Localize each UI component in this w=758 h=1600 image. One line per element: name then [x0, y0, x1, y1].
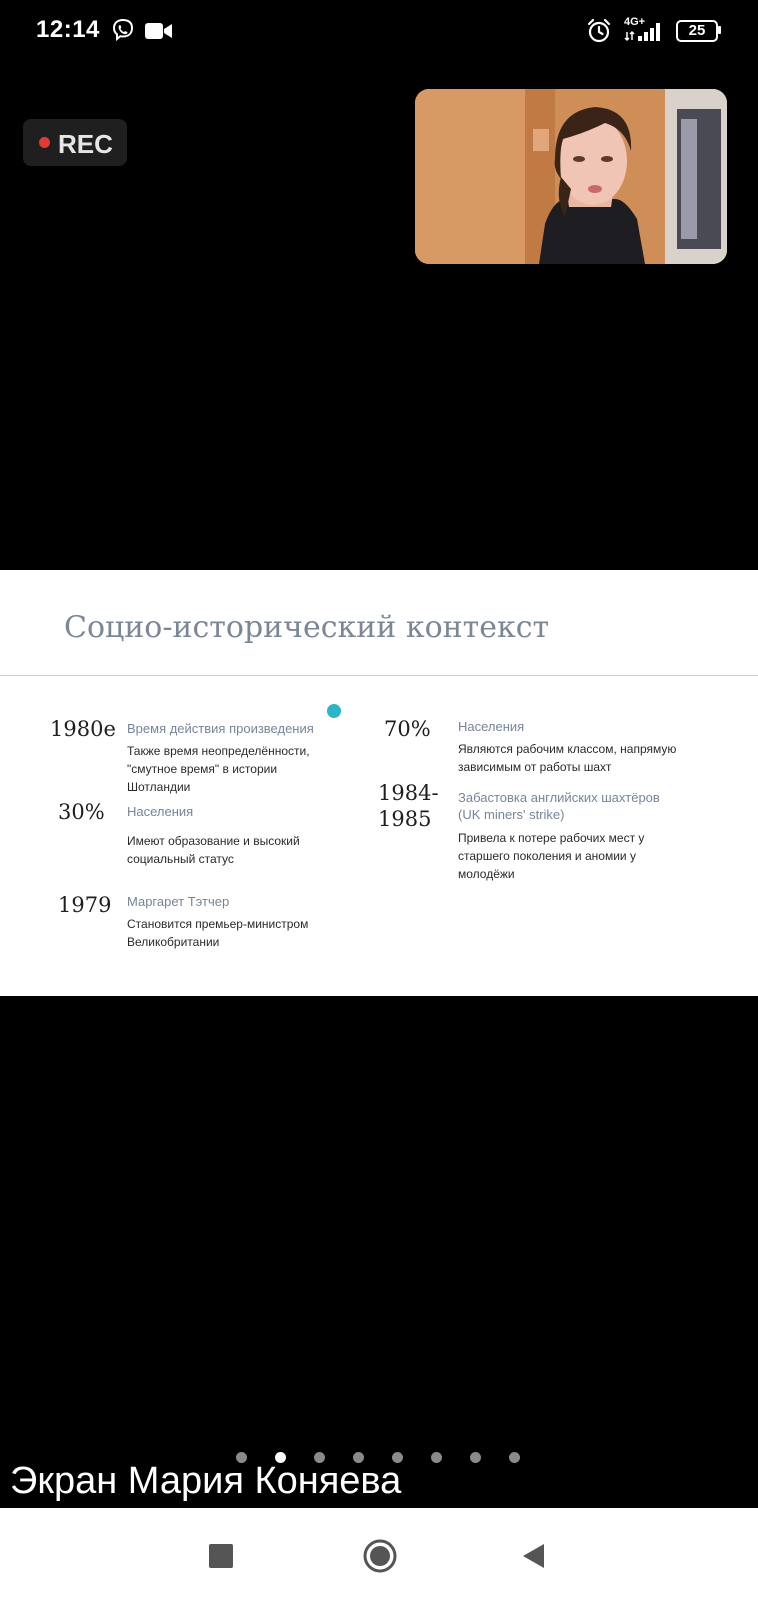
stat-title: Маргарет Тэтчер — [127, 894, 230, 909]
navigation-bar — [0, 1508, 758, 1600]
page-dot[interactable] — [509, 1452, 520, 1463]
pointer-dot-icon — [327, 704, 341, 718]
alarm-icon — [586, 18, 612, 44]
stat-description: Становится премьер-министром Великобритании — [127, 917, 309, 949]
recording-label: REC — [58, 129, 113, 159]
stat-number: 1980е — [50, 717, 116, 741]
stat-title: Время действия произведения — [127, 721, 314, 736]
recording-badge — [23, 119, 127, 166]
stat-description: Являются рабочим классом, напрямую зависимым от работы шахт — [458, 742, 677, 774]
battery-level: 25 — [688, 22, 706, 39]
stat-description: Также время неопределённости, "смутное время" в истории Шотландии — [127, 744, 310, 794]
page-dot[interactable] — [470, 1452, 481, 1463]
stat-number: 70% — [384, 717, 431, 741]
battery-icon — [676, 20, 720, 42]
viber-icon — [111, 18, 135, 42]
page-dot[interactable] — [431, 1452, 442, 1463]
stat-number: 1984- — [378, 781, 439, 805]
video-camera-icon — [145, 22, 173, 40]
screen-owner-label: Экран Мария Коняева — [10, 1460, 402, 1502]
status-bar — [0, 0, 758, 62]
stat-description: Привела к потере рабочих мест у старшего поколения и аномии у молодёжи — [458, 831, 645, 881]
recents-icon[interactable] — [209, 1544, 233, 1568]
shared-screen-slide — [0, 570, 758, 996]
stat-number: 30% — [58, 800, 105, 824]
stat-number: 1979 — [58, 893, 112, 917]
home-icon[interactable] — [362, 1538, 398, 1574]
participant-video-tile[interactable] — [415, 89, 727, 264]
stat-title: Населения — [127, 804, 194, 819]
network-type-label: 4G+ — [624, 16, 646, 28]
stat-description: Имеют образование и высокий социальный статус — [127, 834, 300, 866]
stat-title: Забастовка английских шахтёров (UK miners' strike) — [458, 790, 660, 822]
participant-video-image — [415, 89, 727, 264]
back-icon[interactable] — [520, 1542, 548, 1570]
recording-dot-icon — [39, 137, 50, 148]
signal-icon — [624, 20, 666, 42]
slide-title: Социо-исторический контекст — [64, 610, 550, 645]
status-time: 12:14 — [36, 16, 100, 43]
stat-title: Населения — [458, 719, 525, 734]
slide-divider — [0, 675, 758, 676]
stat-number: 1985 — [378, 807, 432, 831]
